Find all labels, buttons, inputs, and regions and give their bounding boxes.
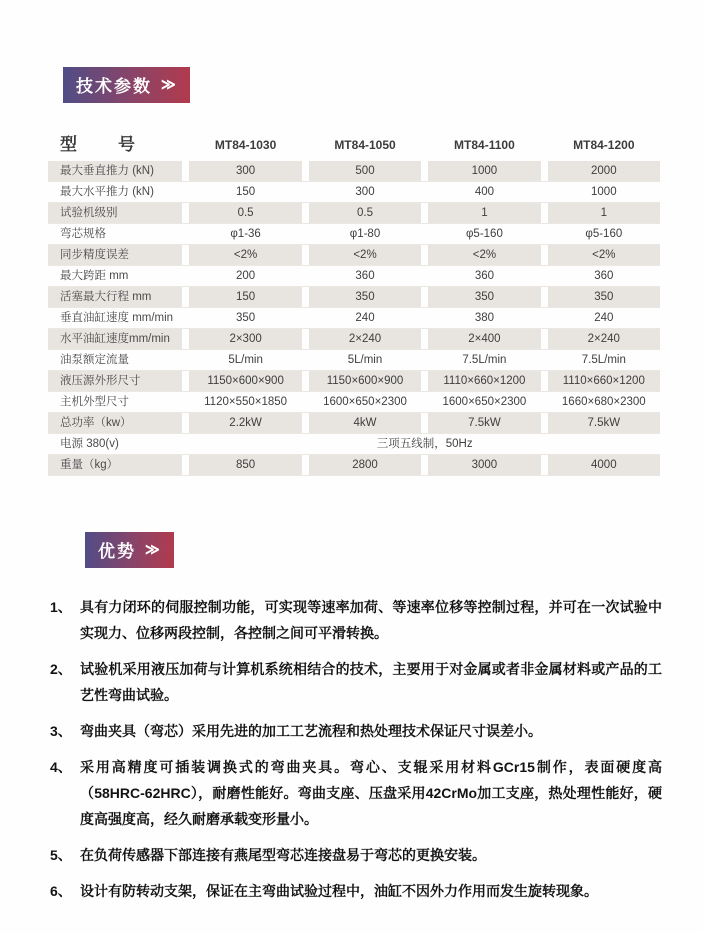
spec-row-label: 水平油缸速度mm/min [48, 329, 182, 349]
spec-value: 2000 [548, 161, 660, 181]
spec-value: 350 [309, 287, 421, 307]
spec-value: 360 [355, 270, 375, 282]
spec-value: 350 [548, 287, 660, 307]
double-chevron-right-icon: ≫ [145, 540, 160, 558]
advantages-badge [85, 532, 174, 568]
spec-value-spanning: 三项五线制，50Hz [376, 438, 473, 450]
model-column-header: MT84-1200 [573, 138, 635, 152]
spec-value: 360 [474, 270, 494, 282]
spec-value: 1660×680×2300 [561, 396, 646, 408]
advantage-item-number: 3、 [50, 723, 72, 739]
spec-row [48, 287, 660, 308]
spec-row-label: 最大垂直推力 (kN) [48, 161, 182, 181]
spec-row [48, 182, 660, 203]
spec-row-label: 重量（kg） [48, 455, 182, 475]
spec-row-label: 活塞最大行程 mm [48, 287, 182, 307]
spec-value: φ1-36 [230, 228, 261, 240]
spec-value: 1110×660×1200 [428, 371, 540, 391]
spec-value: <2% [428, 245, 540, 265]
spec-value: 300 [189, 161, 301, 181]
spec-row-label: 总功率（kw） [48, 413, 182, 433]
spec-value: 380 [474, 312, 494, 324]
spec-row [48, 224, 660, 245]
spec-value: 400 [474, 186, 494, 198]
spec-value: <2% [309, 245, 421, 265]
spec-value: 1600×650×2300 [323, 396, 407, 408]
model-header-label: 型 号 [60, 135, 147, 154]
advantage-item-text: 采用高精度可插装调换式的弯曲夹具。弯心、支辊采用材料GCr15制作，表面硬度高 （58HRC-62HRC），耐磨性能好。弯曲支座、压盘采用42CrMo加工支座，热处理性能好，硬度高强度高，经久耐磨承载变形量小。 [80, 759, 662, 827]
spec-value: 4kW [309, 413, 421, 433]
spec-value: 4000 [548, 455, 660, 475]
spec-value: 150 [189, 287, 301, 307]
advantages-badge-label: 优势 [98, 542, 136, 561]
spec-value: 500 [309, 161, 421, 181]
advantage-item-text: 设计有防转动支架，保证在主弯曲试验过程中，油缸不因外力作用而发生旋转现象。 [80, 883, 598, 899]
model-column-header: MT84-1100 [454, 138, 515, 152]
advantage-item-number: 4、 [50, 759, 72, 775]
spec-row [48, 266, 660, 287]
spec-table [48, 130, 660, 476]
advantages-list [50, 594, 662, 914]
spec-value: 0.5 [309, 203, 421, 223]
spec-value: 7.5kW [428, 413, 540, 433]
advantage-item-number: 2、 [50, 661, 72, 677]
advantage-item [50, 842, 662, 868]
spec-value: 1150×600×900 [189, 371, 301, 391]
spec-row [48, 413, 660, 434]
spec-value: 200 [236, 270, 256, 282]
spec-value: 850 [189, 455, 301, 475]
spec-row-label: 同步精度误差 [48, 245, 182, 265]
model-column-header: MT84-1030 [214, 138, 277, 152]
spec-row [48, 161, 660, 182]
spec-value: 7.5L/min [581, 354, 626, 366]
spec-value: 7.5kW [548, 413, 660, 433]
spec-value: 2.2kW [189, 413, 301, 433]
double-chevron-right-icon: ≫ [161, 75, 176, 93]
advantage-item [50, 594, 662, 646]
advantage-item [50, 754, 662, 832]
spec-value: 1000 [591, 186, 617, 198]
spec-value: 1000 [428, 161, 540, 181]
spec-row [48, 203, 660, 224]
spec-row [48, 455, 660, 476]
spec-value: 1110×660×1200 [548, 371, 660, 391]
spec-row-label: 最大跨距 mm [60, 270, 129, 282]
spec-row [48, 392, 660, 413]
advantage-item-number: 5、 [50, 847, 72, 863]
spec-table-body [48, 161, 660, 476]
spec-row [48, 308, 660, 329]
advantage-item-text: 具有力闭环的伺服控制功能，可实现等速率加荷、等速率位移等控制过程，并可在一次试验中实现力、位移两段控制，各控制之间可平滑转换。 [80, 599, 662, 641]
spec-value: 350 [236, 312, 256, 324]
spec-row-label: 油泵额定流量 [60, 354, 129, 366]
spec-value: 1 [428, 203, 540, 223]
spec-value: 2×300 [189, 329, 301, 349]
spec-row-label: 垂直油缸速度 mm/min [60, 312, 174, 324]
spec-value: 300 [355, 186, 375, 198]
spec-row-label: 液压源外形尺寸 [48, 371, 182, 391]
advantage-item-text: 在负荷传感器下部连接有燕尾型弯芯连接盘易于弯芯的更换安装。 [80, 847, 486, 863]
advantage-item [50, 718, 662, 744]
spec-row-label: 主机外型尺寸 [60, 396, 129, 408]
spec-row [48, 350, 660, 371]
spec-value: φ5-160 [465, 228, 503, 240]
spec-row [48, 245, 660, 266]
spec-row-label: 试验机级别 [48, 203, 182, 223]
spec-row-label: 最大水平推力 (kN) [60, 186, 154, 198]
spec-value: φ5-160 [585, 228, 623, 240]
spec-value: 3000 [428, 455, 540, 475]
spec-value: 7.5L/min [462, 354, 507, 366]
advantage-item [50, 878, 662, 904]
spec-value: 0.5 [189, 203, 301, 223]
spec-value: 240 [355, 312, 375, 324]
spec-value: 150 [236, 186, 256, 198]
spec-value: <2% [189, 245, 301, 265]
spec-value: 2×240 [309, 329, 421, 349]
spec-row-label: 电源 380(v) [60, 438, 119, 450]
tech-params-badge [63, 67, 190, 103]
spec-value: φ1-80 [349, 228, 381, 240]
spec-value: 1 [548, 203, 660, 223]
advantage-item-number: 6、 [50, 883, 72, 899]
spec-value: 2×400 [428, 329, 540, 349]
spec-value: 2×240 [548, 329, 660, 349]
spec-row [48, 371, 660, 392]
spec-value: 2800 [309, 455, 421, 475]
model-column-header: MT84-1050 [334, 138, 396, 152]
advantage-item-text: 弯曲夹具（弯芯）采用先进的加工工艺流程和热处理技术保证尺寸误差小。 [80, 723, 542, 739]
spec-row [48, 329, 660, 350]
spec-row [48, 434, 660, 455]
spec-value: 5L/min [347, 354, 383, 366]
advantage-item-number: 1、 [50, 599, 72, 615]
spec-value: 5L/min [228, 354, 263, 366]
spec-table-header-row [48, 130, 660, 161]
spec-value: <2% [548, 245, 660, 265]
tech-params-badge-label: 技术参数 [76, 77, 152, 96]
spec-value: 360 [594, 270, 614, 282]
spec-value: 240 [594, 312, 614, 324]
spec-value: 1600×650×2300 [442, 396, 527, 408]
spec-value: 1120×550×1850 [204, 396, 288, 408]
advantage-item-text: 试验机采用液压加荷与计算机系统相结合的技术，主要用于对金属或者非金属材料或产品的工艺性弯曲试验。 [80, 661, 662, 703]
spec-value: 1150×600×900 [309, 371, 421, 391]
advantage-item [50, 656, 662, 708]
spec-row-label: 弯芯规格 [60, 228, 106, 240]
spec-value: 350 [428, 287, 540, 307]
